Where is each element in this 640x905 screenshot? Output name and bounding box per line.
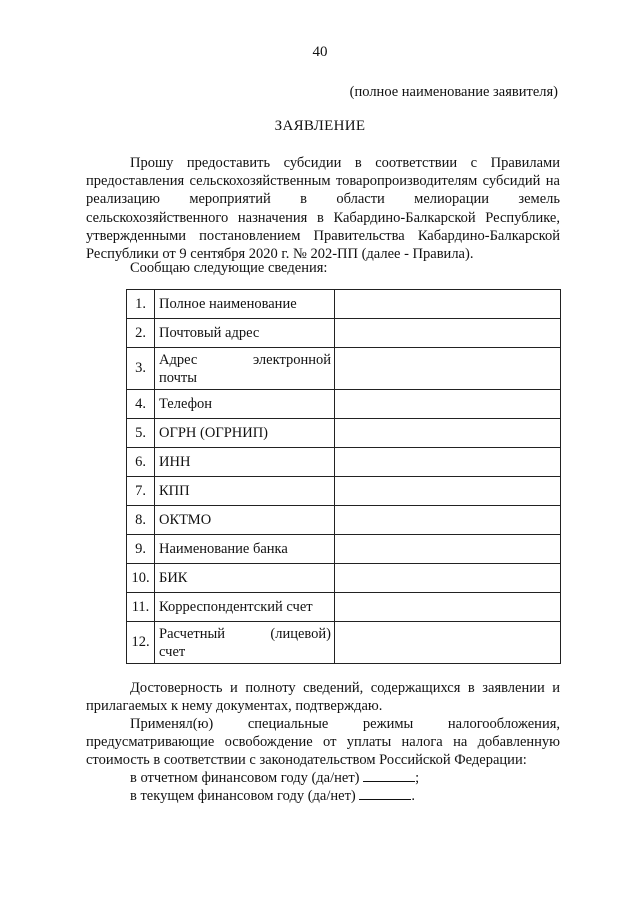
- row-number: 5.: [127, 419, 155, 448]
- table-row: [127, 319, 561, 348]
- row-number: 3.: [127, 348, 155, 390]
- row-number: 11.: [127, 593, 155, 622]
- confirmation-paragraph: Достоверность и полноту сведений, содержащихся в заявлении и прилагаемых к нему документах, подтверждаю.: [86, 680, 560, 715]
- table-row: [127, 593, 561, 622]
- row-value-field[interactable]: [335, 290, 561, 319]
- tax-regime-paragraph: Применял(ю) специальные режимы налогообложения, предусматривающие освобождение от уплаты налога на добавленную стоимость в соответствии с законодательством Российской Федерации:: [86, 716, 560, 769]
- reporting-year-line: [130, 769, 419, 787]
- row-label: [155, 477, 335, 506]
- row-label: [155, 593, 335, 622]
- row-label: [155, 535, 335, 564]
- row-label: [155, 419, 335, 448]
- row-label-text: ОКТМО: [159, 512, 212, 528]
- row-number: 10.: [127, 564, 155, 593]
- row-number: 7.: [127, 477, 155, 506]
- reporting-year-label: в отчетном финансовом году (да/нет): [130, 770, 360, 786]
- applicant-info-table: [126, 289, 561, 664]
- row-value-field[interactable]: [335, 477, 561, 506]
- row-label-text: Корреспондентский счет: [159, 599, 313, 615]
- current-year-line: [130, 787, 415, 805]
- row-label: [155, 390, 335, 419]
- row-label-text: КПП: [159, 483, 190, 499]
- row-value-field[interactable]: [335, 390, 561, 419]
- table-row: [127, 506, 561, 535]
- info-intro-paragraph: Сообщаю следующие сведения:: [130, 260, 328, 276]
- row-label: [155, 348, 335, 390]
- reporting-year-end: ;: [415, 770, 420, 786]
- row-label: [155, 564, 335, 593]
- table-row: [127, 477, 561, 506]
- table-row: [127, 535, 561, 564]
- row-label: [155, 622, 335, 664]
- current-year-end: .: [411, 788, 416, 804]
- table-row: [127, 622, 561, 664]
- current-year-blank[interactable]: [359, 787, 411, 800]
- row-label-text: ИНН: [159, 454, 191, 470]
- row-label-text: Наименование банка: [159, 541, 288, 557]
- page-number: 40: [312, 44, 328, 60]
- table-row: [127, 564, 561, 593]
- row-number: 1.: [127, 290, 155, 319]
- row-label-text: Полное наименование: [159, 296, 297, 312]
- reporting-year-blank[interactable]: [363, 769, 415, 782]
- row-value-field[interactable]: [335, 506, 561, 535]
- row-value-field[interactable]: [335, 564, 561, 593]
- row-value-field[interactable]: [335, 622, 561, 664]
- table-row: [127, 448, 561, 477]
- row-value-field[interactable]: [335, 348, 561, 390]
- applicant-name-caption: (полное наименование заявителя): [349, 84, 558, 100]
- table-row: [127, 419, 561, 448]
- row-label: [155, 319, 335, 348]
- row-number: 6.: [127, 448, 155, 477]
- row-number: 12.: [127, 622, 155, 664]
- document-title: ЗАЯВЛЕНИЕ: [274, 118, 366, 134]
- row-label-continuation: счет: [159, 643, 186, 660]
- row-label-text: Расчетный (лицевой): [159, 625, 331, 642]
- row-value-field[interactable]: [335, 448, 561, 477]
- row-label-text: Телефон: [159, 396, 212, 412]
- row-value-field[interactable]: [335, 593, 561, 622]
- row-label-continuation: почты: [159, 369, 198, 386]
- row-label: [155, 448, 335, 477]
- row-number: 4.: [127, 390, 155, 419]
- row-label: [155, 506, 335, 535]
- row-label: [155, 290, 335, 319]
- row-number: 2.: [127, 319, 155, 348]
- row-label-text: Адрес электронной: [159, 351, 331, 368]
- table-row: [127, 348, 561, 390]
- table-row: [127, 290, 561, 319]
- row-number: 8.: [127, 506, 155, 535]
- row-number: 9.: [127, 535, 155, 564]
- row-value-field[interactable]: [335, 319, 561, 348]
- request-paragraph: Прошу предоставить субсидии в соответствии с Правилами предоставления сельскохозяйственным товаропроизводителям субсидий на реализацию мероприятий в области мелиорации земель сельскохозяйственного назначения в Кабардино-Балкарской Республике, утвержденными постановлением Правительства Кабардино-Балкарской Республики от 9 сентября 2020 г. № 202-ПП (далее - Правила).: [86, 155, 560, 263]
- row-value-field[interactable]: [335, 419, 561, 448]
- row-label-text: БИК: [159, 570, 188, 586]
- table-row: [127, 390, 561, 419]
- row-value-field[interactable]: [335, 535, 561, 564]
- row-label-text: Почтовый адрес: [159, 325, 260, 341]
- row-label-text: ОГРН (ОГРНИП): [159, 425, 269, 441]
- current-year-label: в текущем финансовом году (да/нет): [130, 788, 356, 804]
